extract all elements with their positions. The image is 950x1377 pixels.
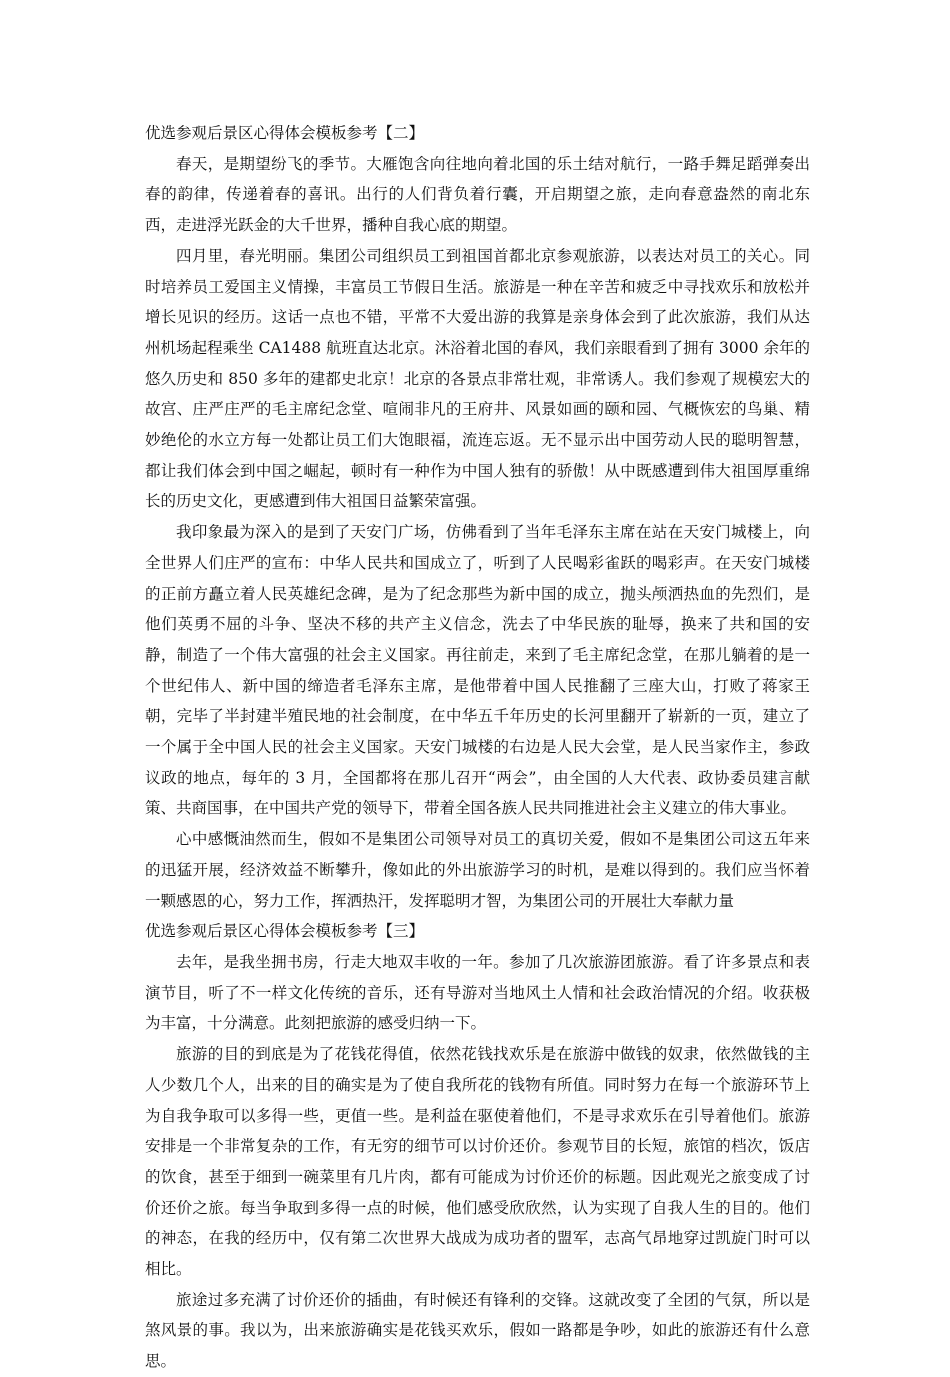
paragraph: 旅途过多充满了讨价还价的插曲，有时候还有锋利的交锋。这就改变了全团的气氛，所以是煞风景的事。我以为，出来旅游确实是花钱买欢乐，假如一路都是争吵，如此的旅游还有什么意思。 (145, 1290, 810, 1371)
document-page (145, 118, 810, 1377)
section-two (145, 118, 810, 916)
paragraph: 旅游的目的到底是为了花钱花得值，依然花钱找欢乐是在旅游中做钱的奴隶，依然做钱的主人少数几个人，出来的目的确实是为了使自我所花的钱物有所值。同时努力在每一个旅游环节上为自我争取可以多得一些，更值一些。是利益在驱使着他们，不是寻求欢乐在引导着他们。旅游安排是一个非常复杂的工作，有无穷的细节可以讨价还价。参观节目的长短，旅馆的档次，饭店的饮食，甚至于细到一碗菜里有几片肉，都有可能成为讨价还价的标题。因此观光之旅变成了讨价还价之旅。每当争取到多得一点的时候，他们感受欣欣然，认为实现了自我人生的目的。他们的神态，在我的经历中，仅有第二次世界大战成为成功者的盟军，志高气昂地穿过凯旋门时可以相比。 (145, 1045, 810, 1279)
section-heading: 优选参观后景区心得体会模板参考【二】 (145, 124, 425, 142)
paragraph: 去年，是我坐拥书房，行走大地双丰收的一年。参加了几次旅游团旅游。看了许多景点和表演节目，听了不一样文化传统的音乐，还有导游对当地风土人情和社会政治情况的介绍。收获极为丰富，十分满意。此刻把旅游的感受归纳一下。 (145, 952, 810, 1033)
paragraph: 春天，是期望纷飞的季节。大雁饱含向往地向着北国的乐土结对航行，一路手舞足蹈弹奏出春的韵律，传递着春的喜讯。出行的人们背负着行囊，开启期望之旅，走向春意盎然的南北东西，走进浮光跃金的大千世界，播种自我心底的期望。 (145, 154, 810, 235)
paragraph: 我印象最为深入的是到了天安门广场，仿佛看到了当年毛泽东主席在站在天安门城楼上，向全世界人们庄严的宣布：中华人民共和国成立了，听到了人民喝彩雀跃的喝彩声。在天安门城楼的正前方矗立着人民英雄纪念碑，是为了纪念那些为新中国的成立，抛头颅洒热血的先烈们，是他们英勇不屈的斗争、坚决不移的共产主义信念，洗去了中华民族的耻辱，换来了共和国的安静，制造了一个伟大富强的社会主义国家。再往前走，来到了毛主席纪念堂，在那儿躺着的是一个世纪伟人、新中国的缔造者毛泽东主席，是他带着中国人民推翻了三座大山，打败了蒋家王朝，完毕了半封建半殖民地的社会制度，在中华五千年历史的长河里翻开了崭新的一页，建立了一个属于全中国人民的社会主义国家。天安门城楼的右边是人民大会堂，是人民当家作主，参政议政的地点，每年的 3 月，全国都将在那儿召开“两会”，由全国的人大代表、政协委员建言献策、共商国事，在中国共产党的领导下，带着全国各族人民共同推进社会主义建立的伟大事业。 (145, 523, 810, 818)
section-heading: 优选参观后景区心得体会模板参考【三】 (145, 922, 425, 941)
paragraph: 心中感慨油然而生，假如不是集团公司领导对员工的真切关爱，假如不是集团公司这五年来的迅猛开展，经济效益不断攀升，像如此的外出旅游学习的时机，是难以得到的。我们应当怀着一颗感恩的心，努力工作，挥洒热汗，发挥聪明才智，为集团公司的开展壮大奉献力量 (145, 830, 810, 910)
paragraph: 四月里，春光明丽。集团公司组织员工到祖国首都北京参观旅游，以表达对员工的关心。同时培养员工爱国主义情操，丰富员工节假日生活。旅游是一种在辛苦和疲乏中寻找欢乐和放松并增长见识的经历。这话一点也不错，平常不大爱出游的我算是亲身体会到了此次旅游，我们从达州机场起程乘坐 CA1488 航班直达北京。沐浴着北国的春风，我们亲眼看到了拥有 3000 余年的悠久历史和 850 多年的建都史北京！北京的各景点非常壮观，非常诱人。我们参观了规模宏大的故宫、庄严庄严的毛主席纪念堂、喧闹非凡的王府井、风景如画的颐和园、气概恢宏的鸟巢、精妙绝伦的水立方每一处都让员工们大饱眼福，流连忘返。无不显示出中国劳动人民的聪明智慧，都让我们体会到中国之崛起，顿时有一种作为中国人独有的骄傲！从中既感遭到伟大祖国厚重绵长的历史文化，更感遭到伟大祖国日益繁荣富强。 (145, 246, 810, 511)
section-three (145, 916, 810, 1377)
